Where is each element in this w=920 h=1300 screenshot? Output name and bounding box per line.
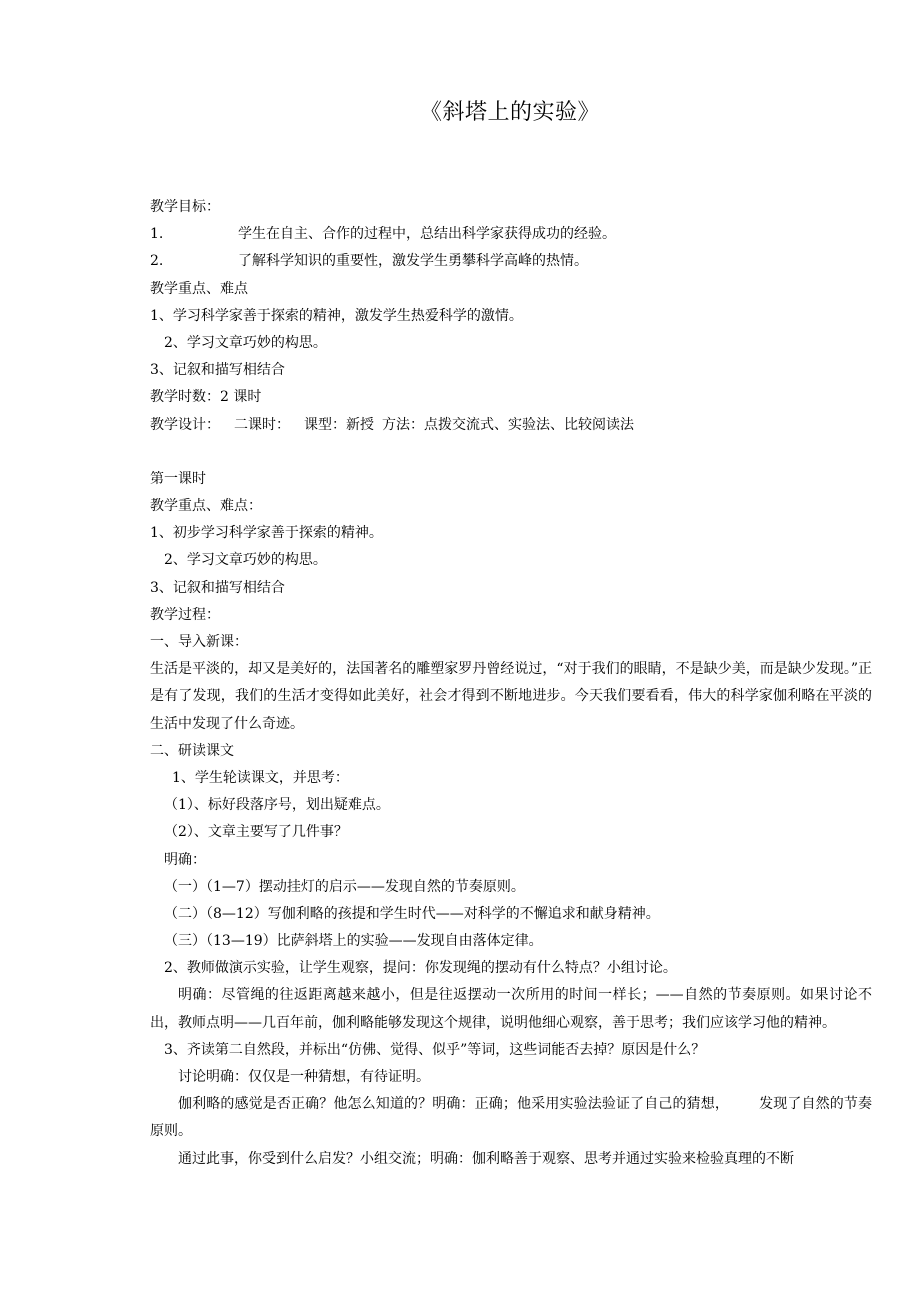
document-title: 《斜塔上的实验》 <box>419 100 600 125</box>
step-1: 1、学生轮读课文，并思考： <box>172 769 349 786</box>
key-point-1: 1、学习科学家善于探索的精神，激发学生热爱科学的激情。 <box>150 307 523 324</box>
step-1-question-b: （2）、文章主要写了几件事？ <box>164 824 348 841</box>
lesson-one-heading: 第一课时 <box>150 470 206 487</box>
design-method: 方法：点拨交流式、实验法、比较阅读法 <box>382 416 634 433</box>
document-body <box>150 194 872 1173</box>
step-2: 2、教师做演示实验，让学生观察，提问：你发现绳的摆动有什么特点？小组讨论。 <box>164 960 677 977</box>
step-3-question-part2: 发现了自然的节奏原则。 <box>150 1096 873 1140</box>
step-3-answer: 讨论明确：仅仅是一种猜想，有待证明。 <box>178 1069 430 1086</box>
teaching-design <box>150 412 872 439</box>
clarify-label: 明确： <box>164 851 206 868</box>
step-3-question-part1: 伽利略的感觉是否正确？他怎么知道的？明确：正确；他采用实验法验证了自己的猜想， <box>178 1096 729 1113</box>
goal-number: 2. <box>150 253 164 270</box>
process-heading: 教学过程： <box>150 606 220 623</box>
lesson-key-2: 2、学习文章巧妙的构思。 <box>164 552 327 569</box>
part-3: （三）（13—19）比萨斜塔上的实验——发现自由落体定律。 <box>164 933 543 950</box>
lesson-key-heading: 教学重点、难点： <box>150 498 262 515</box>
step-3-question <box>150 1091 872 1145</box>
teaching-hours: 教学时数：2 课时 <box>150 389 262 406</box>
intro-heading: 一、导入新课： <box>150 634 248 650</box>
design-label: 教学设计： <box>150 416 220 433</box>
goal-item-1 <box>150 221 872 248</box>
key-points-heading: 教学重点、难点 <box>150 280 248 297</box>
key-point-3: 3、记叙和描写相结合 <box>150 362 285 379</box>
intro-paragraph: 生活是平淡的，却又是美好的，法国著名的雕塑家罗丹曾经说过，“对于我们的眼睛，不是缺少美，而是缺少发现。”正是有了发现，我们的生活才变得如此美好，社会才得到不断地进步。今天我们要看看，伟大的科学家伽利略在平淡的生活中发现了什么奇迹。 <box>150 661 872 732</box>
study-heading: 二、研读课文 <box>150 742 234 759</box>
step-3: 3、齐读第二自然段，并标出“仿佛、觉得、似乎”等词，这些词能否去掉？原因是什么？ <box>164 1041 706 1058</box>
goal-item-2 <box>150 248 872 275</box>
lesson-key-1: 1、初步学习科学家善于探索的精神。 <box>150 525 383 542</box>
goal-text: 学生在自主、合作的过程中，总结出科学家获得成功的经验。 <box>238 226 616 243</box>
lesson-key-3: 3、记叙和描写相结合 <box>150 579 285 596</box>
spacer <box>150 439 872 466</box>
part-1: （一）（1—7）摆动挂灯的启示——发现自然的节奏原则。 <box>164 878 525 895</box>
part-2: （二）（8—12）写伽利略的孩提和学生时代——对科学的不懈追求和献身精神。 <box>164 905 660 922</box>
design-hours: 二课时： <box>234 416 290 433</box>
step-3-reflection: 通过此事，你受到什么启发？小组交流；明确：伽利略善于观察、思考并通过实验来检验真理的不断 <box>178 1150 794 1167</box>
key-point-2: 2、学习文章巧妙的构思。 <box>164 334 327 351</box>
step-2-paragraph: 明确：尽管绳的往返距离越来越小，但是往返摆动一次所用的时间一样长；——自然的节奏原则。如果讨论不出，教师点明——几百年前，伽利略能够发现这个规律，说明他细心观察，善于思考；我们应该学习他的精神。 <box>150 987 872 1031</box>
goal-number: 1. <box>150 226 164 243</box>
goals-heading: 教学目标： <box>150 199 220 215</box>
step-1-question-a: （1）、标好段落序号，划出疑难点。 <box>164 797 390 814</box>
goal-text: 了解科学知识的重要性，激发学生勇攀科学高峰的热情。 <box>238 253 588 270</box>
design-type: 课型：新授 <box>304 416 374 433</box>
